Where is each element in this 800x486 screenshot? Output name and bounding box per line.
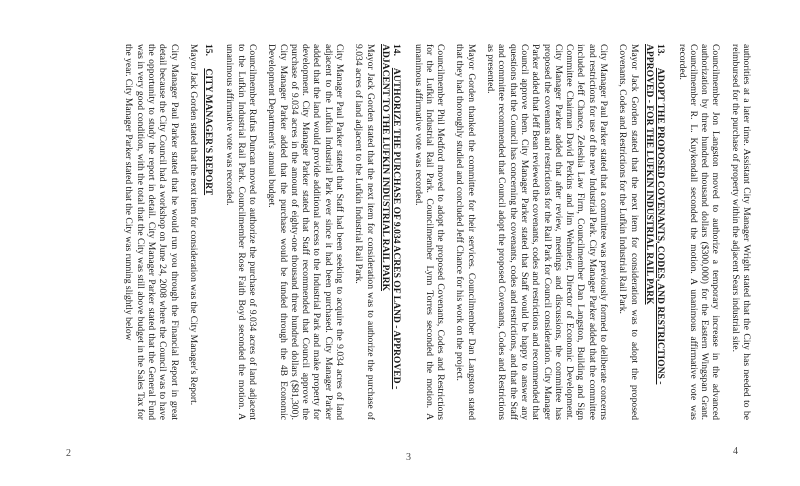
section-13-mayor-comment: Mayor Gorden thanked the committee for their services. Councilmember Dan Langston stated that they had thoroughly studied and concluded Jeff Chance for his work on the project. (454, 44, 477, 420)
minutes-text-block (52, 44, 752, 420)
paragraph-grant-motion: Councilmember Jon Langston moved to authorize a temporary increase in the advanced authorization by three hundred thousand dollars ($300,000) for the Eastern Wingspan Grant. Councilmember R. L. Kuykendall seconded the motion. A unanimous affirmative vote was recorded. (676, 44, 722, 420)
section-13-heading (644, 44, 667, 420)
section-14-motion: Councilmember Rufus Duncan moved to authorize the purchase of 9.034 acres of land adjacent to the Lufkin Industrial Rail Park. Councilmember Rose Faith Boyd seconded the motion. A unanimous affirmative vote was recorded. (224, 44, 259, 420)
section-15-title: CITY MANAGER'S REPORT (203, 68, 215, 196)
section-14-intro: Mayor Jack Gorden stated that the next item for consideration was to authorize the purchase of 9.034 acres of land adjacent to the Lufkin Industrial Rail Park. (353, 44, 376, 420)
section-15-heading (203, 44, 214, 420)
section-13-title: ADOPT THE PROPOSED COVENANTS, CODES, AND RESTRICTIONS - APPROVED - FOR THE LUFKIN INDUSTRIAL RAIL PARK (643, 44, 667, 385)
section-14-manager-statement: City Manager Paul Parker stated that Staff had been seeking to acquire the 9.034 acres of land adjacent to the Lufkin Industrial Park ever since it had been purchased. City Manager Parker added that the land would provide additional access to the Industrial Park and make property for development. City Manager Parker stated that Staff recommended that Council approve the purchase of 9.034 acres in the amount of eighty-one thousand three hundred dollars ($81,300). City Manager Parker added that the purchase would be funded through the 4B Economic Development Department's annual budget. (266, 44, 346, 420)
section-15-manager-report: City Manager Paul Parker stated that he would run you through the Financial Report in great detail because the City Council had a workshop on June 24, 2008 where the Council was to have the opportunity to study the report in detail. City Manager Parker stated that the General Fund was in very good condition, with the total that the City was still above budget in the Sales Tax for the year. City Manager Parker stated that the City was running slightly below (123, 44, 180, 420)
page-mark-left: 2 (66, 448, 71, 459)
section-13-intro: Mayor Jack Gorden stated that the next item for consideration was to adopt the proposed Covenants, Codes and Restrictions for the Lufkin Industrial Rail Park. (617, 44, 640, 420)
paragraph-reimbursement: authorities at a later time. Assistant City Manager Wright stated that the City has needed to be reimbursed for the purchase of property within the adjacent Sears industrial site. (729, 44, 752, 420)
section-14-title: AUTHORIZE THE PURCHASE OF 9.034 ACRES OF LAND - APPROVED - ADJACENT TO THE LUFKIN INDUSTRIAL RAIL PARK (379, 44, 403, 390)
section-15-number: 15. (203, 44, 215, 56)
section-13-number: 13. (655, 44, 667, 56)
section-15-intro: Mayor Jack Gorden stated that the next item for consideration was the City Manager's Report. (187, 44, 199, 406)
section-13-manager-statement: City Manager Paul Parker stated that a committee was previously formed to deliberate concerns and restrictions for use of the new Industrial Park. City Manager Parker added that the committee included Jeff Chance, Zeleshia Law Firm, Councilmember Dan Langston, Building and Sign Committee Chairman David Perkins and Jim Wehmeier, Director of Economic Development. City Manager Parker added that after review, meetings and discussions, the committee has proposed the covenants and restrictions for the Rail Park for Council consideration. City Manager Parker added that Jeff Bean reviewed the covenants, codes and restrictions and recommended that Council approve them. City Manager Parker stated that Staff would be happy to answer any questions that the Council has concerning the covenants, codes and restrictions, and that the Staff and committee recommended that Council adopt the proposed Covenants, Codes and Restrictions as presented. (485, 44, 610, 420)
page-mark-center: 3 (406, 452, 411, 463)
section-14-number: 14. (391, 44, 403, 56)
page-mark-right: 4 (733, 446, 738, 457)
section-13-motion: Councilmember Phil Medford moved to adopt the proposed Covenants, Codes and Restrictions for the Lufkin Industrial Rail Park. Councilmember Lynn Torres seconded the motion. A unanimous affirmative vote was recorded. (412, 44, 447, 420)
section-14-heading (380, 44, 403, 420)
